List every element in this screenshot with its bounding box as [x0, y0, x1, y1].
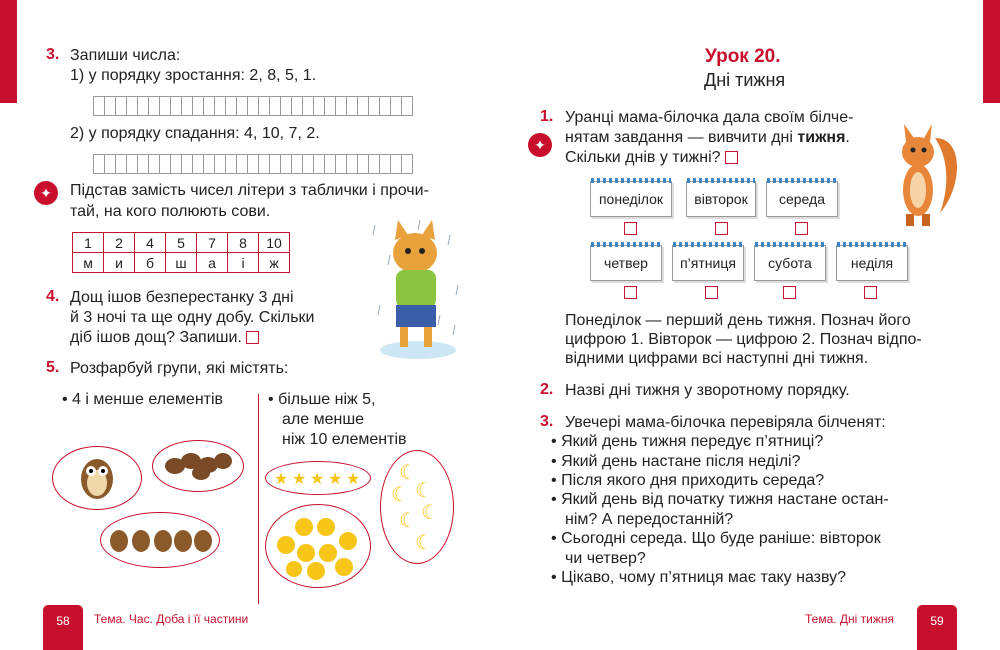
- bullet: •: [62, 391, 68, 408]
- footer-left: Тема. Час. Доба і її частини: [94, 612, 249, 626]
- task4-line3: діб ішов дощ? Запиши.: [70, 329, 242, 346]
- task5-number: 5.: [46, 359, 60, 376]
- day-card-sunday: неділя: [836, 245, 908, 281]
- task4-line2: й 3 ночі та ще одну добу. Скільки: [70, 309, 315, 326]
- owls-group-oval[interactable]: [100, 512, 220, 568]
- task3-number: 3.: [46, 46, 60, 63]
- r-task1-number: 1.: [540, 108, 554, 125]
- bullet: •: [551, 569, 557, 586]
- day-card-saturday: субота: [754, 245, 826, 281]
- checkbox-wednesday[interactable]: [795, 222, 808, 235]
- day-card-monday: понеділок: [590, 181, 672, 217]
- svg-text:☾: ☾: [399, 510, 417, 532]
- code-letter: а: [197, 253, 228, 273]
- svg-text:☾: ☾: [391, 484, 409, 506]
- bullet: •: [268, 391, 274, 408]
- r-task2-number: 2.: [540, 381, 554, 398]
- question-cont: чи четвер?: [565, 550, 646, 567]
- task3-line2: 2) у порядку спадання: 4, 10, 7, 2.: [70, 125, 320, 142]
- r-task1-l2-wrap: [565, 128, 850, 148]
- question-cont: нім? А передостанній?: [565, 511, 734, 528]
- task4-number: 4.: [46, 288, 60, 305]
- r-task3-title: Увечері мама-білочка перевіряла білченят:: [565, 414, 886, 431]
- code-letter: ж: [259, 253, 290, 273]
- bullet: •: [551, 433, 557, 450]
- task4-line3-wrap: [70, 328, 259, 348]
- right-edge-tab: [983, 0, 1000, 103]
- right-group-line2: але менше: [282, 411, 365, 428]
- question: Цікаво, чому п’ятниця має таку назву?: [561, 569, 847, 586]
- divider: [258, 394, 259, 604]
- answer-box[interactable]: [246, 331, 259, 344]
- day-card-friday: п’ятниця: [672, 245, 744, 281]
- checkbox-saturday[interactable]: [783, 286, 796, 299]
- task5-title: Розфарбуй групи, які містять:: [70, 360, 289, 377]
- bullet: •: [551, 453, 557, 470]
- code-number: 2: [104, 233, 135, 253]
- code-number: 7: [197, 233, 228, 253]
- bullet: •: [551, 491, 557, 508]
- para-l1: Понеділок — перший день тижня. Познач його: [565, 312, 911, 329]
- question: Який день від початку тижня настане остан-: [561, 491, 889, 508]
- checkbox-thursday[interactable]: [624, 286, 637, 299]
- cat-in-rain-illustration: [370, 215, 465, 365]
- answer-grid-2[interactable]: [93, 154, 413, 174]
- code-number: 5: [166, 233, 197, 253]
- right-group-line3: ніж 10 елементів: [282, 431, 407, 448]
- svg-text:★: ★: [328, 471, 343, 488]
- svg-text:★: ★: [274, 471, 289, 488]
- left-edge-tab: [0, 0, 17, 103]
- checkbox-monday[interactable]: [624, 222, 637, 235]
- answer-box[interactable]: [725, 151, 738, 164]
- footer-right: Тема. Дні тижня: [805, 612, 895, 626]
- task3-line1: 1) у порядку зростання: 2, 8, 5, 1.: [70, 67, 317, 84]
- svg-text:☾: ☾: [399, 462, 417, 484]
- question: Який день настане після неділі?: [561, 453, 801, 470]
- question: Який день тижня передує п’ятниці?: [561, 433, 824, 450]
- puzzle-line2: тай, на кого полюють сови.: [70, 203, 271, 220]
- left-group-label-wrap: [62, 390, 223, 410]
- code-number: 8: [228, 233, 259, 253]
- lightbulb-icon: ✦: [528, 133, 552, 157]
- bullet: •: [551, 530, 557, 547]
- squirrel-illustration: [890, 118, 960, 230]
- svg-text:☾: ☾: [421, 502, 439, 524]
- lightbulb-icon: ✦: [34, 181, 58, 205]
- r-task1-l1: Уранці мама-білочка дала своїм білче-: [565, 109, 854, 126]
- code-letter: м: [73, 253, 104, 273]
- code-letter: и: [104, 253, 135, 273]
- page-number-left: 58: [43, 605, 83, 650]
- question: Сьогодні середа. Що буде раніше: вівторок: [561, 530, 881, 547]
- right-group-line1: більше ніж 5,: [278, 391, 376, 408]
- svg-text:★: ★: [310, 471, 325, 488]
- svg-text:★: ★: [292, 471, 307, 488]
- lesson-title: Урок 20.: [705, 46, 781, 67]
- stars-oval[interactable]: [265, 461, 371, 495]
- code-number: 1: [73, 233, 104, 253]
- code-number: 10: [259, 233, 290, 253]
- right-group-label-wrap: [268, 390, 376, 410]
- question-wrap: [551, 529, 881, 549]
- svg-text:★: ★: [346, 471, 361, 488]
- answer-grid-1[interactable]: [93, 96, 413, 116]
- checkbox-sunday[interactable]: [864, 286, 877, 299]
- code-number: 4: [135, 233, 166, 253]
- r-task1-l3-wrap: [565, 148, 738, 168]
- question-wrap: [551, 490, 889, 510]
- code-letter: б: [135, 253, 166, 273]
- suns-oval[interactable]: [265, 504, 371, 588]
- page-number-right: 59: [917, 605, 957, 650]
- lesson-subtitle: Дні тижня: [704, 70, 786, 90]
- puzzle-line1: Підстав замість чисел літери з таблички і прочи-: [70, 182, 429, 199]
- task3-title: Запиши числа:: [70, 47, 181, 64]
- svg-text:☾: ☾: [415, 480, 433, 502]
- question-wrap: [551, 471, 824, 491]
- r-task1-l3: Скільки днів у тижні?: [565, 149, 721, 166]
- task4-line1: Дощ ішов безперестанку 3 дні: [70, 289, 294, 306]
- question-wrap: [551, 452, 800, 472]
- code-table: [72, 232, 290, 273]
- question-wrap: [551, 568, 846, 588]
- checkbox-tuesday[interactable]: [715, 222, 728, 235]
- r-task1-l2a: нятам завдання — вивчити дні: [565, 129, 798, 146]
- code-letter: і: [228, 253, 259, 273]
- checkbox-friday[interactable]: [705, 286, 718, 299]
- svg-text:☾: ☾: [415, 532, 433, 554]
- bullet: •: [551, 472, 557, 489]
- question: Після якого дня приходить середа?: [561, 472, 825, 489]
- para-l3: відними цифрами всі наступні дні тижня.: [565, 350, 869, 367]
- r-task2-text: Назві дні тижня у зворотному порядку.: [565, 382, 850, 399]
- moons-oval[interactable]: [380, 450, 454, 564]
- day-card-thursday: четвер: [590, 245, 662, 281]
- para-l2: цифрою 1. Вівторок — цифрою 2. Познач відпо-: [565, 331, 922, 348]
- r-task3-number: 3.: [540, 413, 554, 430]
- day-card-tuesday: вівторок: [686, 181, 756, 217]
- code-letter: ш: [166, 253, 197, 273]
- day-card-wednesday: середа: [766, 181, 838, 217]
- r-task1-l2b: тижня: [797, 129, 846, 146]
- question-wrap: [551, 432, 823, 452]
- pinecones-oval[interactable]: [152, 440, 244, 492]
- r-task1-l2c: .: [845, 129, 850, 146]
- owl-group-oval[interactable]: [52, 446, 142, 510]
- left-group-label: 4 і менше елементів: [72, 391, 224, 408]
